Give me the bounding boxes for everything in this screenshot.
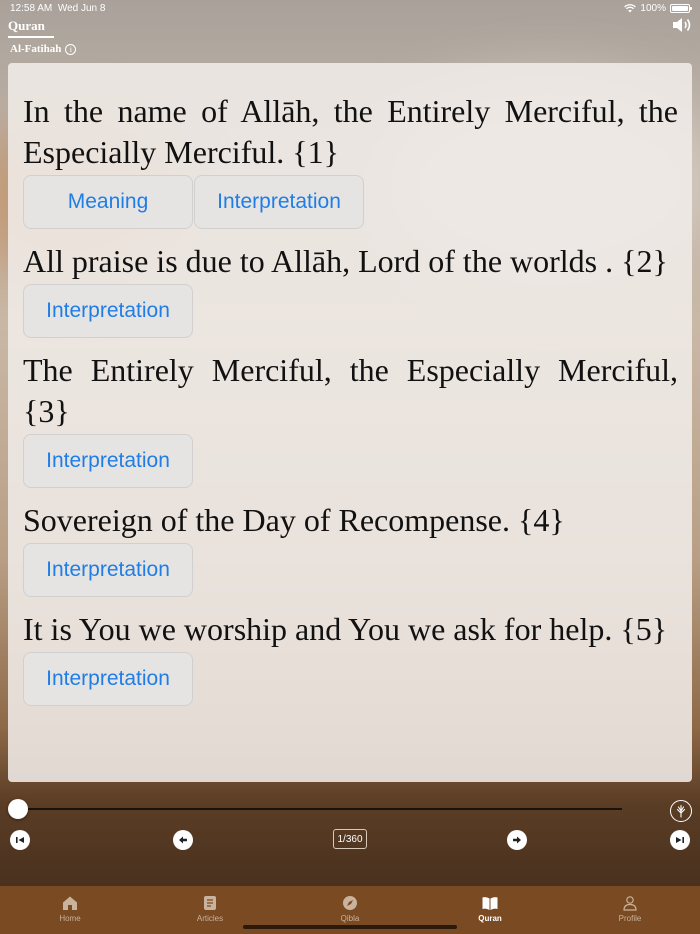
verse-actions	[23, 543, 692, 597]
skip-back-icon	[15, 835, 25, 845]
interpretation-button[interactable]: Interpretation	[23, 434, 193, 488]
interpretation-button[interactable]: Interpretation	[194, 175, 364, 229]
verse-text: All praise is due to Allāh, Lord of the worlds . {2}	[23, 243, 668, 279]
status-time	[10, 3, 105, 14]
meaning-button[interactable]: Meaning	[23, 175, 193, 229]
surah-label[interactable]	[10, 43, 76, 55]
book-icon	[481, 894, 499, 912]
status-date-text: Wed Jun 8	[57, 3, 106, 14]
skip-forward-button[interactable]	[670, 830, 690, 850]
tab-label: Profile	[618, 914, 642, 923]
tab-profile[interactable]	[560, 886, 700, 934]
audio-progress-track[interactable]	[16, 808, 622, 810]
status-indicators	[624, 3, 690, 14]
status-time-text: 12:58 AM	[10, 3, 53, 14]
verse-actions	[23, 284, 692, 338]
tab-home[interactable]	[0, 886, 140, 934]
tab-label: Home	[59, 914, 81, 923]
previous-verse-button[interactable]	[173, 830, 193, 850]
skip-forward-icon	[675, 835, 685, 845]
arrow-right-icon	[512, 835, 522, 845]
arrow-left-icon	[178, 835, 188, 845]
home-indicator	[243, 925, 457, 929]
tab-label: Articles	[196, 914, 224, 923]
articles-icon	[201, 894, 219, 912]
compass-icon	[341, 894, 359, 912]
verses-panel[interactable]	[8, 63, 692, 782]
verse-item	[23, 500, 692, 597]
tab-label: Qibla	[340, 914, 360, 923]
battery-percent: 100%	[640, 3, 666, 14]
speaker-icon[interactable]	[672, 16, 692, 34]
battery-icon	[670, 4, 690, 13]
info-icon[interactable]: i	[65, 44, 76, 55]
verse-item	[23, 350, 692, 488]
verse-text: Sovereign of the Day of Recompense. {4}	[23, 502, 565, 538]
interpretation-button[interactable]: Interpretation	[23, 652, 193, 706]
verse-item	[23, 241, 692, 338]
verse-actions	[23, 434, 692, 488]
verse-text: The Entirely Merciful, the Especially Merciful, {3}	[23, 352, 678, 429]
verse-actions	[23, 175, 692, 229]
skip-back-button[interactable]	[10, 830, 30, 850]
surah-name: Al-Fatihah	[10, 43, 62, 55]
status-bar	[0, 0, 700, 16]
interpretation-button[interactable]: Interpretation	[23, 284, 193, 338]
verse-actions	[23, 652, 692, 706]
person-icon	[621, 894, 639, 912]
verse-item	[23, 609, 692, 706]
verse-text: It is You we worship and You we ask for help. {5}	[23, 611, 668, 647]
nav-title-tab[interactable]: Quran	[8, 18, 54, 38]
audio-progress-thumb[interactable]	[8, 799, 28, 819]
reciter-icon[interactable]	[670, 800, 692, 822]
verse-item	[23, 91, 692, 229]
verse-text: In the name of Allāh, the Entirely Merciful, the Especially Merciful. {1}	[23, 93, 678, 170]
next-verse-button[interactable]	[507, 830, 527, 850]
interpretation-button[interactable]: Interpretation	[23, 543, 193, 597]
home-icon	[61, 894, 79, 912]
wifi-icon	[624, 4, 636, 13]
tab-label: Quran	[478, 914, 502, 923]
page-counter: 1/360	[333, 829, 367, 849]
